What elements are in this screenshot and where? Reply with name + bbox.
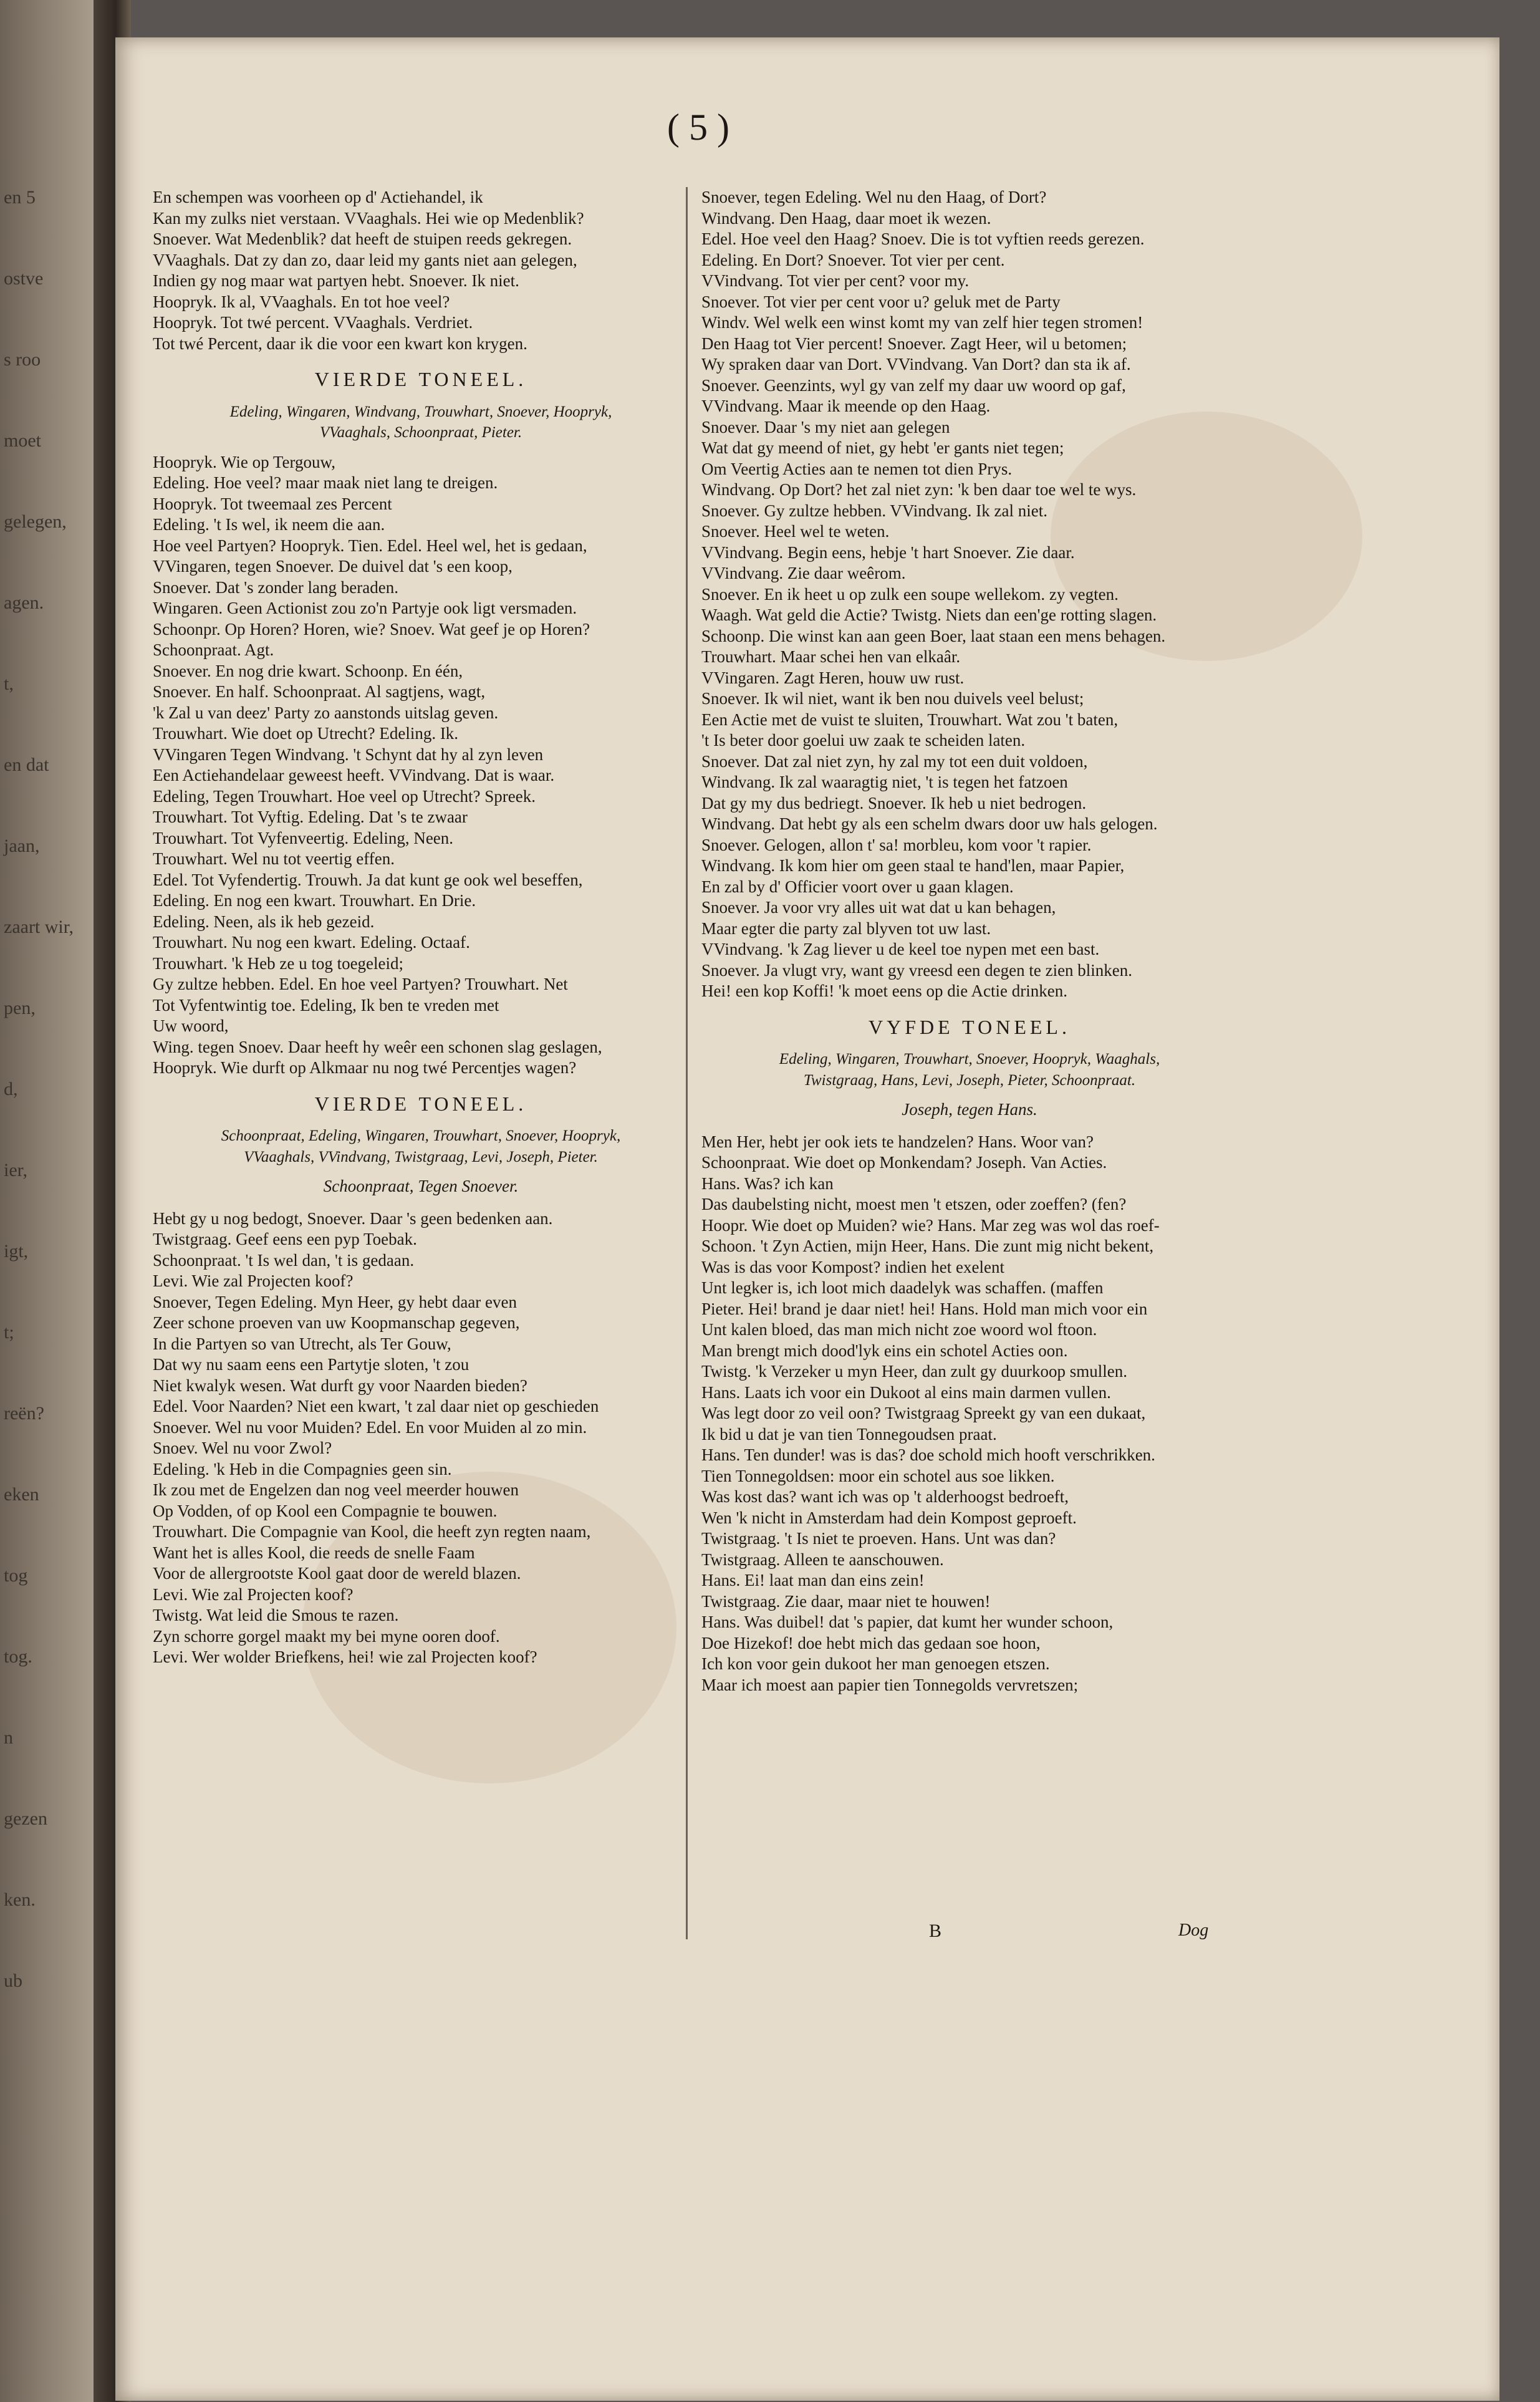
cast-list: Edeling, Wingaren, Windvang, Trouwhart, Snoever, Hoopryk, <box>229 403 612 420</box>
text-line: VVaaghals. Dat zy dan zo, daar leid my gants niet aan gelegen, <box>153 250 577 269</box>
text-line: Twistgraag. 't Is niet te proeven. Hans. Unt was dan? <box>701 1529 1056 1548</box>
margin-fragment: eken <box>4 1484 39 1505</box>
text-line: Op Vodden, of op Kool een Compagnie te bouwen. <box>153 1501 498 1520</box>
text-line: Windvang. Op Dort? het zal niet zyn: 'k ben daar toe wel te wys. <box>701 480 1137 499</box>
text-line: Twistgraag. Alleen te aanschouwen. <box>701 1550 944 1569</box>
text-line: Om Veertig Acties aan te nemen tot dien Prys. <box>701 459 1013 478</box>
text-line: Trouwhart. Die Compagnie van Kool, die heeft zyn regten naam, <box>153 1522 591 1541</box>
margin-fragment: en 5 <box>4 187 36 208</box>
text-line: Hebt gy u nog bedogt, Snoever. Daar 's geen bedenken aan. <box>153 1208 553 1228</box>
text-line: Schoonpraat. Agt. <box>153 640 274 659</box>
text-line: En zal by d' Officier voort over u gaan klagen. <box>701 877 1014 896</box>
text-line: Want het is alles Kool, die reeds de snelle Faam <box>153 1543 475 1562</box>
text-line: Unt legker is, ich loot mich daadelyk was schaffen. (maffen <box>701 1278 1104 1297</box>
text-line: Een Actiehandelaar geweest heeft. VVindvang. Dat is waar. <box>153 766 555 784</box>
text-line: Snoev. Wel nu voor Zwol? <box>153 1439 332 1457</box>
text-line: Schoon. 't Zyn Actien, mijn Heer, Hans. Die zunt mig nicht bekent, <box>701 1237 1154 1255</box>
text-line: Edeling. 't Is wel, ik neem die aan. <box>153 515 385 534</box>
text-line: Schoonp. Die winst kan aan geen Boer, laat staan een mens behagen. <box>701 626 1166 645</box>
text-line: Snoever. Gelogen, allon t' sa! morbleu, kom voor 't rapier. <box>701 835 1092 854</box>
cast-list: Edeling, Wingaren, Trouwhart, Snoever, Hoopryk, Waaghals, <box>779 1051 1160 1068</box>
text-line: Trouwhart. Nu nog een kwart. Edeling. Octaaf. <box>153 933 470 952</box>
text-line: Schoonpr. Op Horen? Horen, wie? Snoev. Wat geef je op Horen? <box>153 619 590 639</box>
text-line: Edeling, Tegen Trouwhart. Hoe veel op Utrecht? Spreek. <box>153 786 536 806</box>
text-line: Ik zou met de Engelzen dan nog veel meerder houwen <box>153 1480 519 1499</box>
text-line: Snoever. Ja voor vry alles uit wat dat u kan behagen, <box>701 898 1056 917</box>
text-line: Waagh. Wat geld die Actie? Twistg. Niets dan een'ge rotting slagen. <box>701 605 1157 624</box>
text-line: Windv. Wel welk een winst komt my van zelf hier tegen stromen! <box>701 313 1143 332</box>
text-line: 'k Zal u van deez' Party zo aanstonds uitslag geven. <box>153 703 499 722</box>
text-line: Hei! een kop Koffi! 'k moet eens op die Actie drinken. <box>701 982 1067 1000</box>
margin-fragment: ier, <box>4 1160 27 1180</box>
text-line: VVingaren, tegen Snoever. De duivel dat 's een koop, <box>153 557 513 576</box>
text-line: Snoever, Tegen Edeling. Myn Heer, gy hebt daar even <box>153 1292 517 1311</box>
text-line: Snoever. Dat 's zonder lang beraden. <box>153 577 398 597</box>
text-line: Trouwhart. Wie doet op Utrecht? Edeling. Ik. <box>153 724 459 743</box>
text-line: Trouwhart. Tot Vyftig. Edeling. Dat 's te zwaar <box>153 808 468 826</box>
text-line: VVingaren Tegen Windvang. 't Schynt dat hy al zyn leven <box>153 745 544 764</box>
spacer <box>153 443 689 452</box>
text-line: VVindvang. 'k Zag liever u de keel toe nypen met een bast. <box>701 940 1100 958</box>
text-line: Trouwhart. Tot Vyfenveertig. Edeling, Neen. <box>153 828 454 847</box>
text-line: Snoever. Gy zultze hebben. VVindvang. Ik zal niet. <box>701 501 1047 520</box>
text-line: Tot Vyfentwintig toe. Edeling, Ik ben te vreden met <box>153 995 499 1015</box>
text-line: Twistg. Wat leid die Smous te razen. <box>153 1606 399 1624</box>
text-line: Snoever. Heel wel te weten. <box>701 522 890 541</box>
margin-fragment: gezen <box>4 1808 47 1829</box>
text-line: Was kost das? want ich was op 't alderhoogst bedroeft, <box>701 1487 1069 1506</box>
text-line: VVingaren. Zagt Heren, houw uw rust. <box>701 668 965 687</box>
text-line: Twistgraag. Geef eens een pyp Toebak. <box>153 1230 417 1248</box>
text-line: Trouwhart. Wel nu tot veertig effen. <box>153 849 395 868</box>
left-text-column <box>153 187 689 1668</box>
margin-fragment: agen. <box>4 592 44 613</box>
margin-fragment: t; <box>4 1322 14 1343</box>
margin-fragment: ken. <box>4 1889 36 1910</box>
text-line: Zyn schorre gorgel maakt my bei myne ooren doof. <box>153 1626 500 1646</box>
text-line: Windvang. Den Haag, daar moet ik wezen. <box>701 208 991 228</box>
text-line: Edeling. En Dort? Snoever. Tot vier per cent. <box>701 250 1005 269</box>
text-line: Edeling. En nog een kwart. Trouwhart. En Drie. <box>153 891 476 910</box>
text-line: VVindvang. Tot vier per cent? voor my. <box>701 271 970 290</box>
text-line: Hoopryk. Wie op Tergouw, <box>153 452 335 471</box>
stage-direction: Schoonpraat, Tegen Snoever. <box>323 1177 519 1195</box>
text-line: Edel. Hoe veel den Haag? Snoev. Die is tot vyftien reeds gerezen. <box>701 229 1145 248</box>
text-line: Voor de allergrootste Kool gaat door de wereld blazen. <box>153 1564 521 1583</box>
text-line: Uw woord, <box>153 1016 229 1035</box>
right-text-column <box>701 187 1238 1695</box>
scene-heading: VIERDE TONEEL. <box>314 368 527 390</box>
text-line: Gy zultze hebben. Edel. En hoe veel Partyen? Trouwhart. Net <box>153 975 568 993</box>
text-line: Snoever. Ik wil niet, want ik ben nou duivels veel belust; <box>701 689 1084 708</box>
text-line: Maar egter die party zal blyven tot uw last. <box>701 919 991 938</box>
previous-page-edge <box>0 0 109 2402</box>
text-line: Hans. Laats ich voor ein Dukoot al eins main darmen vullen. <box>701 1382 1111 1402</box>
text-line: Schoonpraat. Wie doet op Monkendam? Joseph. Van Acties. <box>701 1153 1107 1172</box>
page-number: ( 5 ) <box>667 107 729 148</box>
text-line: Doe Hizekof! doe hebt mich das gedaan soe hoon, <box>701 1633 1041 1652</box>
text-line: Hoopryk. Wie durft op Alkmaar nu nog twé Percentjes wagen? <box>153 1058 577 1077</box>
text-line: Tot twé Percent, daar ik die voor een kwart kon krygen. <box>153 334 527 353</box>
text-line: Wat dat gy meend of niet, gy hebt 'er gants niet tegen; <box>701 438 1064 457</box>
margin-fragment: s roo <box>4 349 41 370</box>
text-line: Hoopryk. Ik al, VVaaghals. En tot hoe veel? <box>153 292 450 311</box>
text-line: Windvang. Ik zal waaragtig niet, 't is tegen het fatzoen <box>701 773 1068 791</box>
cast-list: Twistgraag, Hans, Levi, Joseph, Pieter, Schoonpraat. <box>803 1071 1136 1089</box>
margin-fragment: n <box>4 1727 13 1748</box>
text-line: Levi. Wer wolder Briefkens, hei! wie zal Projecten koof? <box>153 1647 537 1666</box>
text-line: Hoopryk. Tot tweemaal zes Percent <box>153 494 392 513</box>
text-line: Men Her, hebt jer ook iets te handzelen? Hans. Woor van? <box>701 1132 1094 1151</box>
text-line: Snoever. Daar 's my niet aan gelegen <box>701 417 950 437</box>
text-line: Wen 'k nicht in Amsterdam had dein Kompost geproeft. <box>701 1508 1077 1527</box>
text-line: Zeer schone proeven van uw Koopmanschap gegeven, <box>153 1313 520 1332</box>
text-line: Dat gy my dus bedriegt. Snoever. Ik heb u niet bedrogen. <box>701 793 1087 813</box>
text-line: Een Actie met de vuist te sluiten, Trouwhart. Wat zou 't baten, <box>701 710 1119 729</box>
margin-fragment: jaan, <box>4 836 40 856</box>
margin-fragment: gelegen, <box>4 511 67 532</box>
margin-fragment: tog. <box>4 1646 32 1667</box>
text-line: Wingaren. Geen Actionist zou zo'n Partyje ook ligt versmaden. <box>153 599 577 617</box>
margin-fragment: tog <box>4 1565 28 1586</box>
text-line: Levi. Wie zal Projecten koof? <box>153 1584 354 1604</box>
text-line: Snoever. En ik heet u op zulk een soupe wellekom. zy vegten. <box>701 584 1119 604</box>
margin-fragment: pen, <box>4 998 36 1018</box>
margin-fragment: ostve <box>4 268 44 289</box>
text-line: Edeling. 'k Heb in die Compagnies geen sin. <box>153 1459 452 1478</box>
text-line: Windvang. Dat hebt gy als een schelm dwars door uw hals gelogen. <box>701 814 1158 833</box>
cast-list: Schoonpraat, Edeling, Wingaren, Trouwhart, Snoever, Hoopryk, <box>221 1127 621 1144</box>
text-line: VVindvang. Begin eens, hebje 't hart Snoever. Zie daar. <box>701 543 1075 562</box>
cast-list: VVaaghals, VVindvang, Twistgraag, Levi, Joseph, Pieter. <box>244 1148 598 1165</box>
signature-mark: B <box>929 1921 942 1941</box>
text-line: Windvang. Ik kom hier om geen staal te hand'len, maar Papier, <box>701 856 1125 875</box>
text-line: Das daubelsting nicht, moest men 't etszen, oder zoeffen? (fen? <box>701 1195 1127 1213</box>
text-line: Levi. Wie zal Projecten koof? <box>153 1271 354 1290</box>
text-line: Snoever, tegen Edeling. Wel nu den Haag, of Dort? <box>701 188 1047 206</box>
margin-fragment: ub <box>4 1970 22 1991</box>
scene-heading: VYFDE TONEEL. <box>869 1015 1071 1038</box>
cast-list: VVaaghals, Schoonpraat, Pieter. <box>319 424 522 441</box>
text-line: Twistgraag. Zie daar, maar niet te houwen! <box>701 1591 991 1611</box>
text-line: Snoever. Wat Medenblik? dat heeft de stuipen reeds gekregen. <box>153 229 572 248</box>
text-line: 't Is beter door goelui uw zaak te scheiden laten. <box>701 731 1026 750</box>
text-line: Wy spraken daar van Dort. VVindvang. Van Dort? dan sta ik af. <box>701 355 1131 374</box>
text-line: Trouwhart. Maar schei hen van elkaâr. <box>701 647 961 666</box>
text-line: Ik bid u dat je van tien Tonnegoudsen praat. <box>701 1424 997 1444</box>
text-line: Snoever. En half. Schoonpraat. Al sagtjens, wagt, <box>153 682 486 701</box>
text-line: Maar ich moest aan papier tien Tonnegolds vervretszen; <box>701 1675 1079 1694</box>
margin-fragment: moet <box>4 430 41 451</box>
text-line: Tien Tonnegoldsen: moor ein schotel aus soe likken. <box>701 1466 1055 1485</box>
text-line: Den Haag tot Vier percent! Snoever. Zagt Heer, wil u betomen; <box>701 334 1127 353</box>
catchword: Dog <box>1178 1921 1209 1940</box>
text-line: Snoever. Wel nu voor Muiden? Edel. En voor Muiden al zo min. <box>153 1417 587 1437</box>
text-line: Niet kwalyk wesen. Wat durft gy voor Naarden bieden? <box>153 1376 527 1395</box>
text-line: VVindvang. Zie daar weêrom. <box>701 564 906 582</box>
text-line: Schoonpraat. 't Is wel dan, 't is gedaan. <box>153 1250 415 1270</box>
text-line: In die Partyen so van Utrecht, als Ter Gouw, <box>153 1334 451 1353</box>
text-line: Was legt door zo veil oon? Twistgraag Spreekt gy van een dukaat, <box>701 1404 1146 1422</box>
margin-fragment: en dat <box>4 755 49 775</box>
text-line: Kan my zulks niet verstaan. VVaaghals. Hei wie op Medenblik? <box>153 208 584 228</box>
text-line: Indien gy nog maar wat partyen hebt. Snoever. Ik niet. <box>153 271 519 290</box>
text-line: Unt kalen bloed, das man mich nicht zoe woord wol ftoon. <box>701 1320 1097 1339</box>
text-line: Hans. Ten dunder! was is das? doe schold mich hooft verschrikken. <box>701 1445 1155 1464</box>
text-line: Was is das voor Kompost? indien het exelent <box>701 1257 1004 1276</box>
text-line: Trouwhart. 'k Heb ze u tog toegeleid; <box>153 953 404 973</box>
stage-direction: Joseph, tegen Hans. <box>902 1100 1037 1119</box>
text-line: Wing. tegen Snoev. Daar heeft hy weêr een schonen slag geslagen, <box>153 1037 602 1056</box>
column-divider-rule <box>686 187 688 1939</box>
scene-heading: VIERDE TONEEL. <box>314 1092 527 1115</box>
text-line: VVindvang. Maar ik meende op den Haag. <box>701 397 991 415</box>
margin-fragment: t, <box>4 673 14 694</box>
margin-fragment: zaart wir, <box>4 917 74 937</box>
text-line: Edel. Tot Vyfendertig. Trouwh. Ja dat kunt ge ook wel beseffen, <box>153 870 583 889</box>
text-line: Hans. Was? ich kan <box>701 1174 834 1193</box>
text-line: Edel. Voor Naarden? Niet een kwart, 't zal daar niet op geschieden <box>153 1397 599 1416</box>
text-line: Hoe veel Partyen? Hoopryk. Tien. Edel. Heel wel, het is gedaan, <box>153 536 587 555</box>
text-line: Snoever. Geenzints, wyl gy van zelf my daar uw woord op gaf, <box>701 375 1126 395</box>
text-line: Ich kon voor gein dukoot her man genoegen etszen. <box>701 1654 1050 1673</box>
text-line: Edeling. Neen, als ik heb gezeid. <box>153 912 375 931</box>
text-line: Snoever. Ja vlugt vry, want gy vreesd een degen te zien blinken. <box>701 960 1133 980</box>
text-line: Snoever. En nog drie kwart. Schoonp. En één, <box>153 661 463 680</box>
text-line: Twistg. 'k Verzeker u myn Heer, dan zult gy duurkoop smullen. <box>701 1362 1128 1381</box>
text-line: Pieter. Hei! brand je daar niet! hei! Hans. Hold man mich voor ein <box>701 1299 1148 1318</box>
text-line: Snoever. Tot vier per cent voor u? geluk met de Party <box>701 292 1061 311</box>
text-line: Dat wy nu saam eens een Partytje sloten, 't zou <box>153 1355 469 1374</box>
text-line: En schempen was voorheen op d' Actiehandel, ik <box>153 188 483 206</box>
text-line: Hoopryk. Tot twé percent. VVaaghals. Verdriet. <box>153 313 473 332</box>
text-line: Hans. Ei! laat man dan eins zein! <box>701 1571 925 1589</box>
text-line: Hoopr. Wie doet op Muiden? wie? Hans. Mar zeg was wol das roef- <box>701 1215 1160 1235</box>
text-line: Edeling. Hoe veel? maar maak niet lang te dreigen. <box>153 473 498 492</box>
text-line: Man brengt mich dood'lyk eins ein schotel Acties oon. <box>701 1341 1068 1360</box>
margin-fragment: reën? <box>4 1403 44 1424</box>
text-line: Snoever. Dat zal niet zyn, hy zal my tot een duit voldoen, <box>701 751 1088 771</box>
text-line: Hans. Was duibel! dat 's papier, dat kumt her wunder schoon, <box>701 1613 1114 1631</box>
margin-fragment: igt, <box>4 1241 29 1261</box>
margin-fragment: d, <box>4 1079 18 1099</box>
